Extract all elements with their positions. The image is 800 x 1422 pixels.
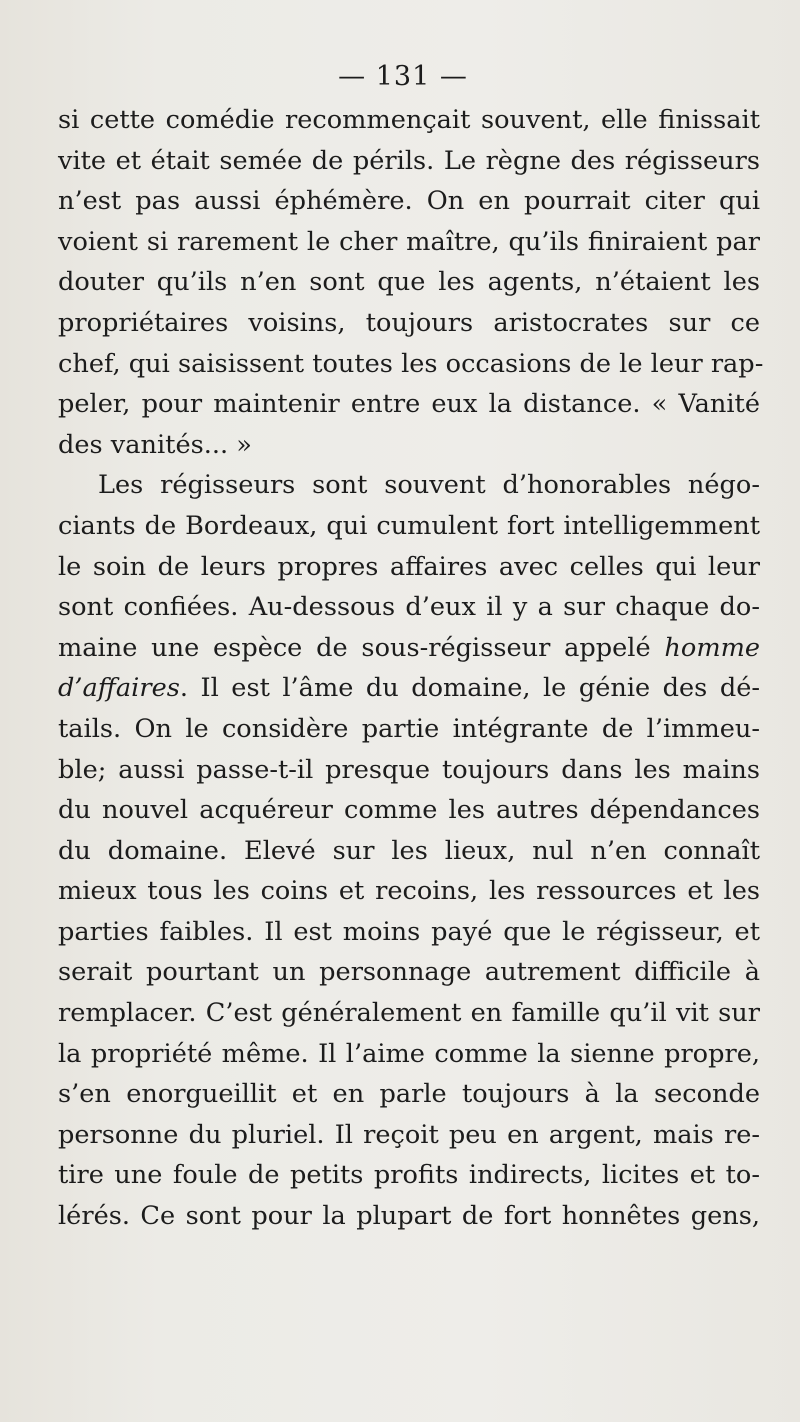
text-line: Les régisseurs sont souvent d’honorables négo- [98,470,760,501]
text-line: du domaine. Elevé sur les lieux, nul n’en connaît [58,835,760,866]
text-line: peler, pour maintenir entre eux la distance. « Vanité [58,389,760,420]
text-line: vite et était semée de périls. Le règne des régisseurs [58,145,760,176]
page-number: — 131 — [338,61,468,92]
text-line: voient si rarement le cher maître, qu’ils finiraient par [58,226,760,257]
text-line [58,628,760,669]
text-line: tails. On le considère partie intégrante de l’immeu- [58,713,760,744]
text-fragment: . Il est l’âme du domaine, le génie des dé- [179,673,760,704]
italic-term: homme [664,632,760,663]
text-line: douter qu’ils n’en sont que les agents, n’étaient les [58,267,760,298]
text-line: lérés. Ce sont pour la plupart de fort honnêtes gens, [58,1201,760,1232]
text-line: si cette comédie recommençait souvent, elle finissait [58,105,760,135]
text-line: la propriété même. Il l’aime comme la sienne propre, [58,1038,760,1069]
text-line: remplacer. C’est généralement en famille qu’il vit sur [58,998,760,1029]
body-text [58,100,764,1237]
text-line: sont confiées. Au-dessous d’eux il y a sur chaque do- [58,592,760,623]
text-line: ble; aussi passe-t-il presque toujours dans les mains [58,754,760,785]
text-fragment: maine une espèce de sous-régisseur appelé [58,632,651,663]
text-line: parties faibles. Il est moins payé que le régisseur, et [58,916,760,947]
text-line: mieux tous les coins et recoins, les ressources et les [58,876,760,907]
text-line: tire une foule de petits profits indirects, licites et to- [58,1160,760,1191]
text-line: n’est pas aussi éphémère. On en pourrait citer qui [58,186,760,217]
text-line: du nouvel acquéreur comme les autres dépendances [58,795,760,826]
text-line [58,668,760,709]
text-line: chef, qui saisissent toutes les occasions de le leur rap- [58,348,764,379]
text-line: personne du pluriel. Il reçoit peu en argent, mais re- [58,1119,760,1150]
text-line: ciants de Bordeaux, qui cumulent fort intelligemment [58,510,760,541]
text-line: des vanités... » [58,429,252,460]
italic-term: d’affaires [58,673,180,704]
text-line: propriétaires voisins, toujours aristocrates sur ce [58,307,760,338]
text-line: s’en enorgueillit et en parle toujours à la seconde [58,1079,760,1110]
text-line: serait pourtant un personnage autrement difficile à [58,957,760,988]
text-line: le soin de leurs propres affaires avec celles qui leur [58,551,760,582]
